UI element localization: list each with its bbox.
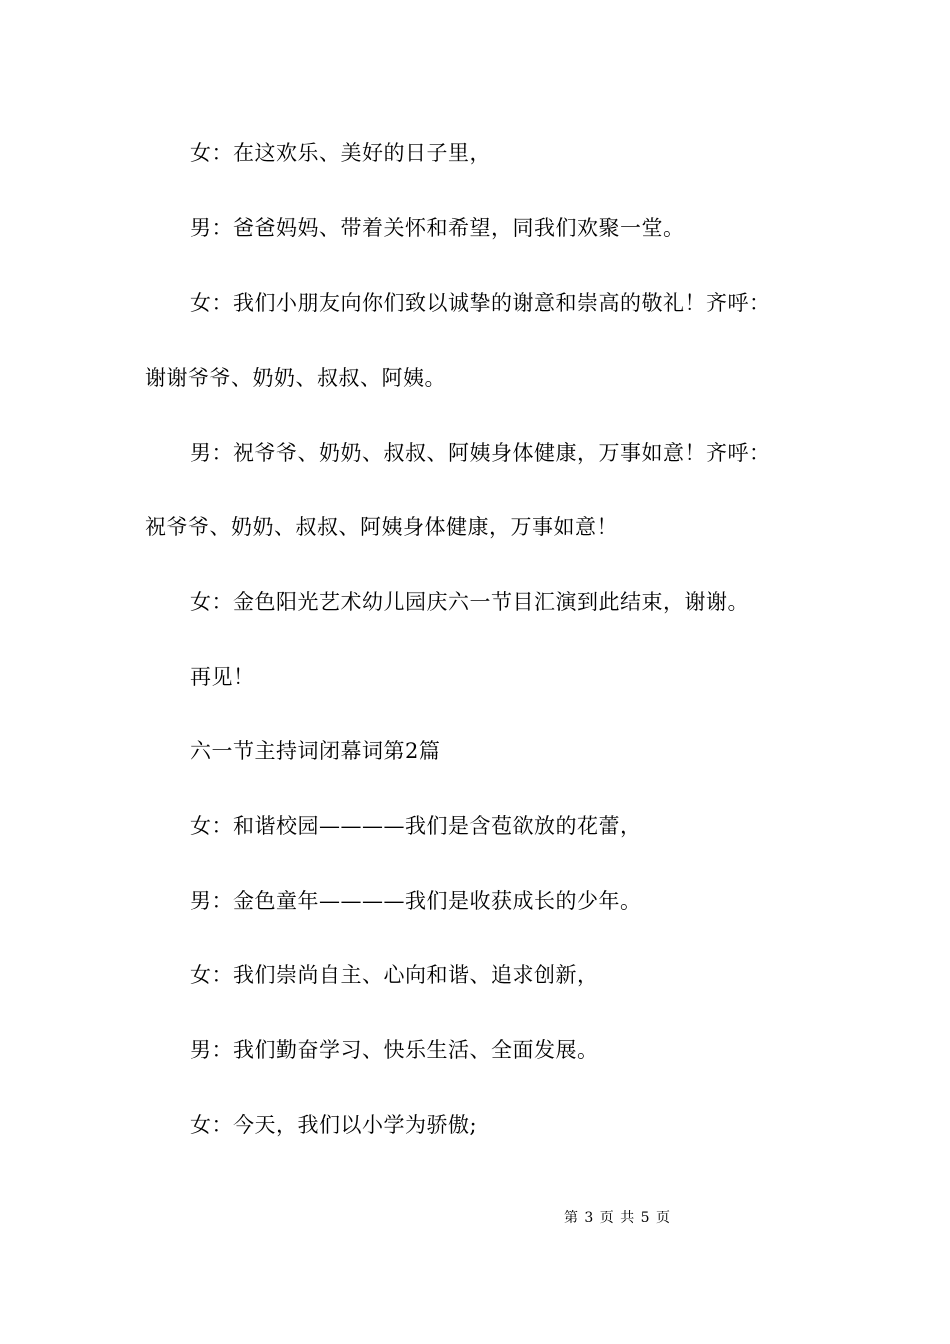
paragraph-line: 女：金色阳光艺术幼儿园庆六一节目汇演到此结束，谢谢。 <box>190 590 749 614</box>
page-number-footer: 第 3 页 共 5 页 <box>563 1210 672 1226</box>
paragraph-line: 男：我们勤奋学习、快乐生活、全面发展。 <box>190 1038 599 1062</box>
paragraph-line-continued: 谢谢爷爷、奶奶、叔叔、阿姨。 <box>145 366 446 390</box>
paragraph-line: 男：爸爸妈妈、带着关怀和希望，同我们欢聚一堂。 <box>190 216 685 240</box>
paragraph-line: 女：在这欢乐、美好的日子里， <box>190 141 491 165</box>
paragraph-line: 女：我们小朋友向你们致以诚挚的谢意和崇高的敬礼！齐呼： <box>190 291 771 315</box>
paragraph-line: 女：今天，我们以小学为骄傲; <box>190 1113 478 1137</box>
paragraph-line: 男：金色童年————我们是收获成长的少年。 <box>190 889 642 913</box>
paragraph-line: 再见！ <box>190 665 255 689</box>
paragraph-line: 男：祝爷爷、奶奶、叔叔、阿姨身体健康，万事如意！齐呼： <box>190 441 771 465</box>
paragraph-line-continued: 祝爷爷、奶奶、叔叔、阿姨身体健康，万事如意！ <box>145 515 618 539</box>
paragraph-line: 女：我们崇尚自主、心向和谐、追求创新， <box>190 963 599 987</box>
paragraph-line: 女：和谐校园————我们是含苞欲放的花蕾， <box>190 814 642 838</box>
section-heading: 六一节主持词闭幕词第2篇 <box>190 739 441 763</box>
